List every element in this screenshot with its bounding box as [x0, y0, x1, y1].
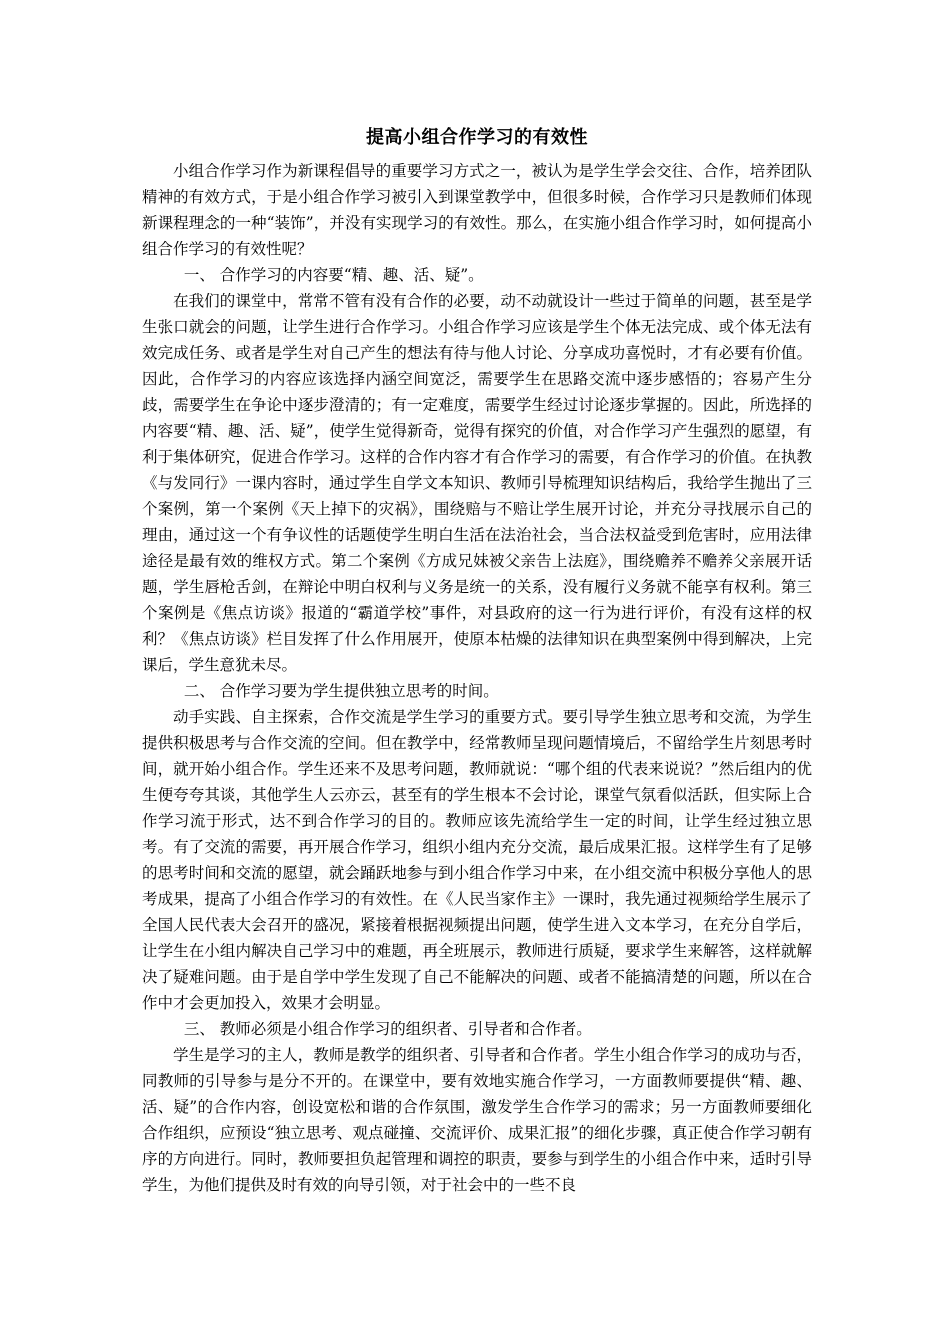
intro-paragraph: 小组合作学习作为新课程倡导的重要学习方式之一，被认为是学生学会交往、合作，培养团队精神的有效方式，于是小组合作学习被引入到课堂教学中，但很多时候，合作学习只是教师们体现新课程理念的一种“装饰”，并没有实现学习的有效性。那么，在实施小组合作学习时，如何提高小组合作学习的有效性呢？ — [142, 162, 812, 258]
page-title: 提高小组合作学习的有效性 — [366, 127, 588, 148]
section-heading-1: 一、 合作学习的内容要“精、趣、活、疑”。 — [183, 266, 484, 284]
section-body-1: 在我们的课堂中，常常不管有没有合作的必要，动不动就设计一些过于简单的问题，甚至是学生张口就会的问题，让学生进行合作学习。小组合作学习应该是学生个体无法完成、或个体无法有效完成任务、或者是学生对自己产生的想法有待与他人讨论、分享成功喜悦时，才有必要有价值。因此，合作学习的内容应该选择内涵空间宽泛，需要学生在思路交流中逐步感悟的；容易产生分歧，需要学生在争论中逐步澄清的；有一定难度，需要学生经过讨论逐步掌握的。因此，所选择的内容要“精、趣、活、疑”，使学生觉得新奇，觉得有探究的价值，对合作学习产生强烈的愿望，有利于集体研究，促进合作学习。这样的合作内容才有合作学习的需要，有合作学习的价值。在执教《与发同行》一课内容时，通过学生自学文本知识、教师引导梳理知识结构后，我给学生抛出了三个案例，第一个案例《天上掉下的灾祸》，围绕赔与不赔让学生展开讨论，并充分寻找展示自己的理由，通过这一个有争议性的话题使学生明白生活在法治社会，当合法权益受到危害时，应用法律途径是最有效的维权方式。第二个案例《方成兄妹被父亲告上法庭》，围绕赡养不赡养父亲展开话题，学生唇枪舌剑，在辩论中明白权利与义务是统一的关系，没有履行义务就不能享有权利。第三个案例是《焦点访谈》报道的“霸道学校”事件，对县政府的这一行为进行评价，有没有这样的权利？《焦点访谈》栏目发挥了什么作用展开，使原本枯燥的法律知识在典型案例中得到解决，上完课后，学生意犹未尽。 — [142, 292, 812, 674]
section-heading-3: 三、 教师必须是小组合作学习的组织者、引导者和合作者。 — [183, 1020, 592, 1038]
document-body — [142, 124, 812, 1198]
section-heading-2: 二、 合作学习要为学生提供独立思考的时间。 — [183, 682, 499, 700]
section-body-2: 动手实践、自主探索，合作交流是学生学习的重要方式。要引导学生独立思考和交流，为学生提供积极思考与合作交流的空间。但在教学中，经常教师呈现问题情境后，不留给学生片刻思考时间，就开始小组合作。学生还来不及思考问题，教师就说：“哪个组的代表来说说？”然后组内的优生便夸夸其谈，其他学生人云亦云，甚至有的学生根本不会讨论，课堂气氛看似活跃，但实际上合作学习流于形式，达不到合作学习的目的。教师应该先流给学生一定的时间，让学生经过独立思考。有了交流的需要，再开展合作学习，组织小组内充分交流，最后成果汇报。这样学生有了足够的思考时间和交流的愿望，就会踊跃地参与到小组合作学习中来，在小组交流中积极分享他人的思考成果，提高了小组合作学习的有效性。在《人民当家作主》一课时，我先通过视频给学生展示了全国人民代表大会召开的盛况，紧接着根据视频提出问题，使学生进入文本学习，在充分自学后，让学生在小组内解决自己学习中的难题，再全班展示，教师进行质疑，要求学生来解答，这样就解决了疑难问题。由于是自学中学生发现了自己不能解决的问题、或者不能搞清楚的问题，所以在合作中才会更加投入，效果才会明显。 — [142, 708, 812, 1012]
section-body-3: 学生是学习的主人，教师是教学的组织者、引导者和合作者。学生小组合作学习的成功与否，同教师的引导参与是分不开的。在课堂中，要有效地实施合作学习，一方面教师要提供“精、趣、活、疑”的合作内容，创设宽松和谐的合作氛围，激发学生合作学习的需求；另一方面教师要细化合作组织，应预设“独立思考、观点碰撞、交流评价、成果汇报”的细化步骤，真正使合作学习朝有序的方向进行。同时，教师要担负起管理和调控的职责，要参与到学生的小组合作中来，适时引导学生，为他们提供及时有效的向导引领，对于社会中的一些不良 — [142, 1046, 812, 1194]
